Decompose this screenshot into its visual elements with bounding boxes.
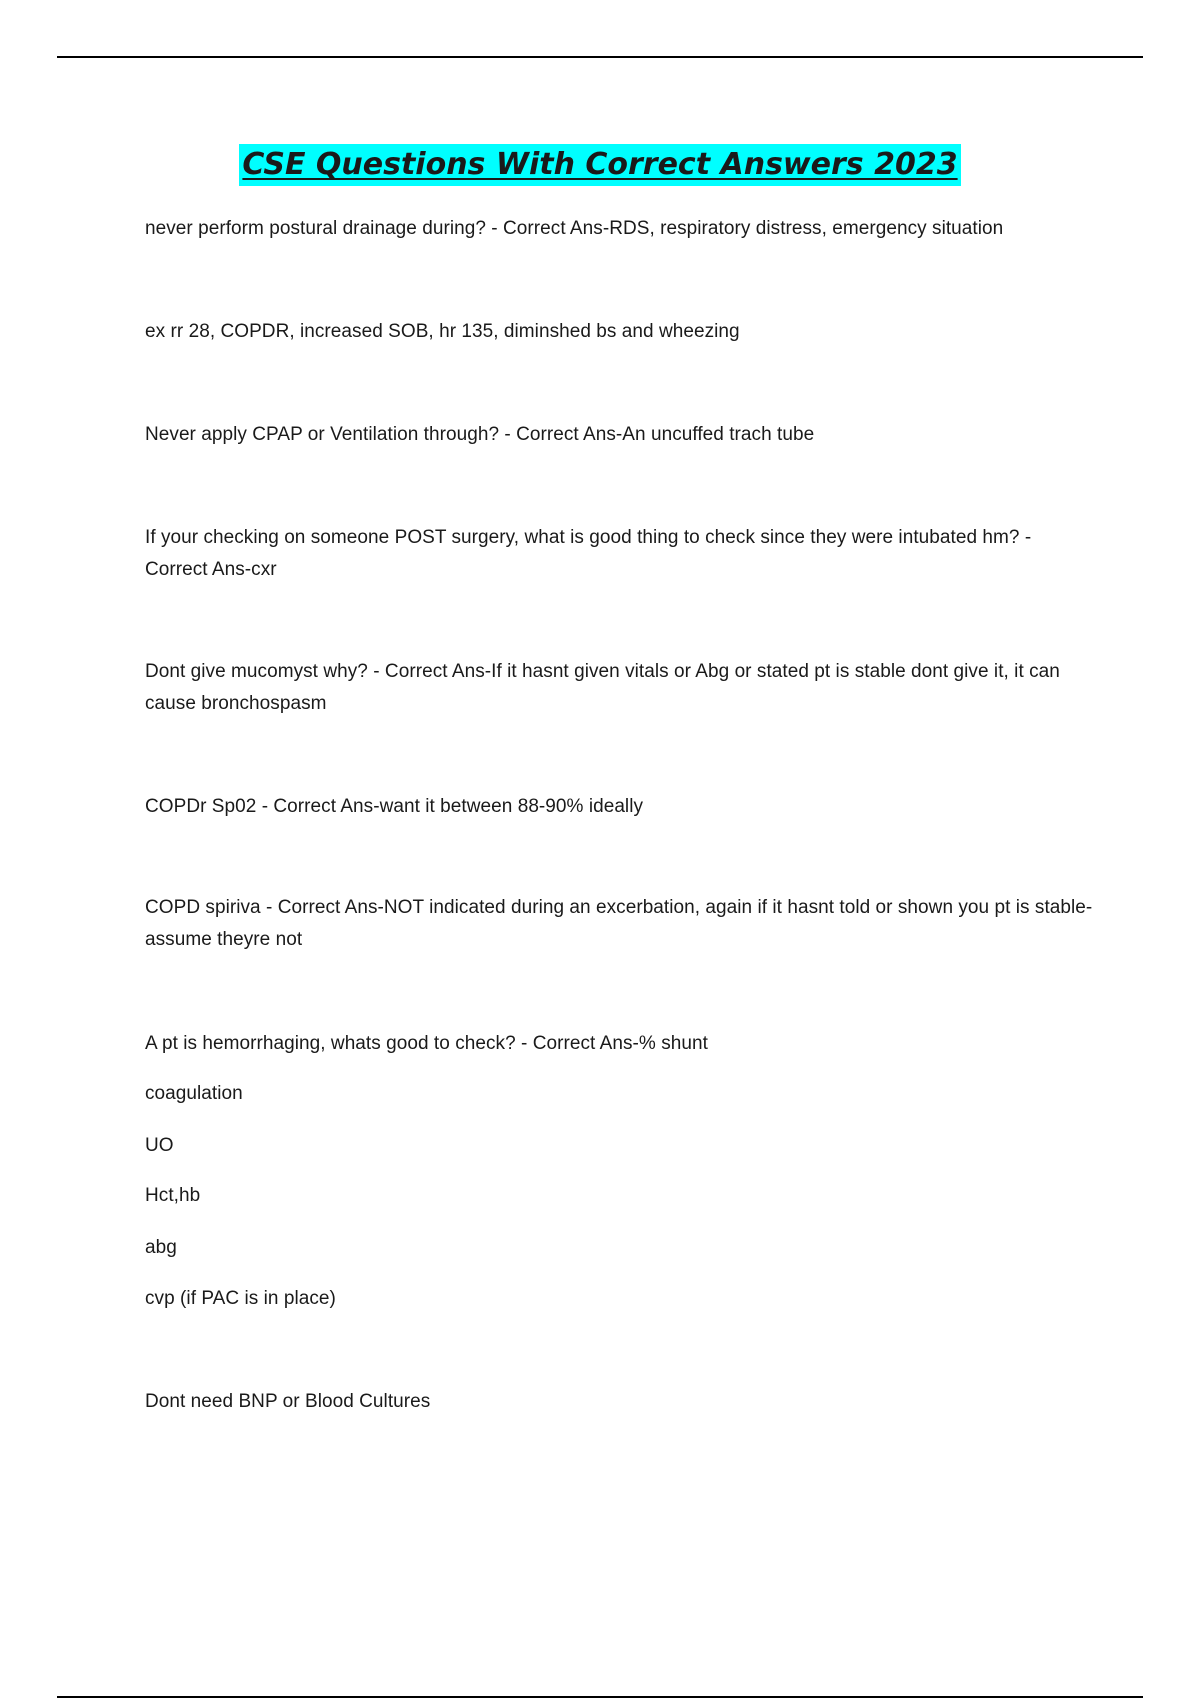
list-item-cvp: cvp (if PAC is in place) (145, 1288, 336, 1309)
paragraph-hemorrhaging: A pt is hemorrhaging, whats good to check? - Correct Ans-% shunt (145, 1033, 708, 1054)
paragraph-example-copd: ex rr 28, COPDR, increased SOB, hr 135, diminshed bs and wheezing (145, 321, 740, 342)
list-item-uo: UO (145, 1135, 174, 1156)
paragraph-mucomyst: Dont give mucomyst why? - Correct Ans-If it hasnt given vitals or Abg or stated pt is stable dont give it, it can cause bronchospasm (145, 661, 1060, 714)
title-container (0, 144, 1200, 186)
document-title: CSE Questions With Correct Answers 2023 (239, 144, 960, 186)
paragraph-copd-spiriva: COPD spiriva - Correct Ans-NOT indicated during an excerbation, again if it hasnt told or shown you pt is stable-assume theyre not (145, 897, 1093, 950)
list-item-abg: abg (145, 1237, 177, 1258)
top-rule (57, 56, 1143, 58)
bottom-rule (57, 1696, 1143, 1698)
paragraph-cpap-ventilation: Never apply CPAP or Ventilation through? - Correct Ans-An uncuffed trach tube (145, 424, 815, 445)
list-item-hct-hb: Hct,hb (145, 1185, 201, 1206)
paragraph-post-surgery: If your checking on someone POST surgery, what is good thing to check since they were intubated hm? - Correct Ans-cxr (145, 527, 1032, 580)
paragraph-bnp-blood-cultures: Dont need BNP or Blood Cultures (145, 1391, 431, 1412)
paragraph-copd-spo2: COPDr Sp02 - Correct Ans-want it between 88-90% ideally (145, 796, 644, 817)
paragraph-postural-drainage: never perform postural drainage during? - Correct Ans-RDS, respiratory distress, emergency situation (145, 218, 1004, 239)
list-item-coagulation: coagulation (145, 1083, 243, 1104)
